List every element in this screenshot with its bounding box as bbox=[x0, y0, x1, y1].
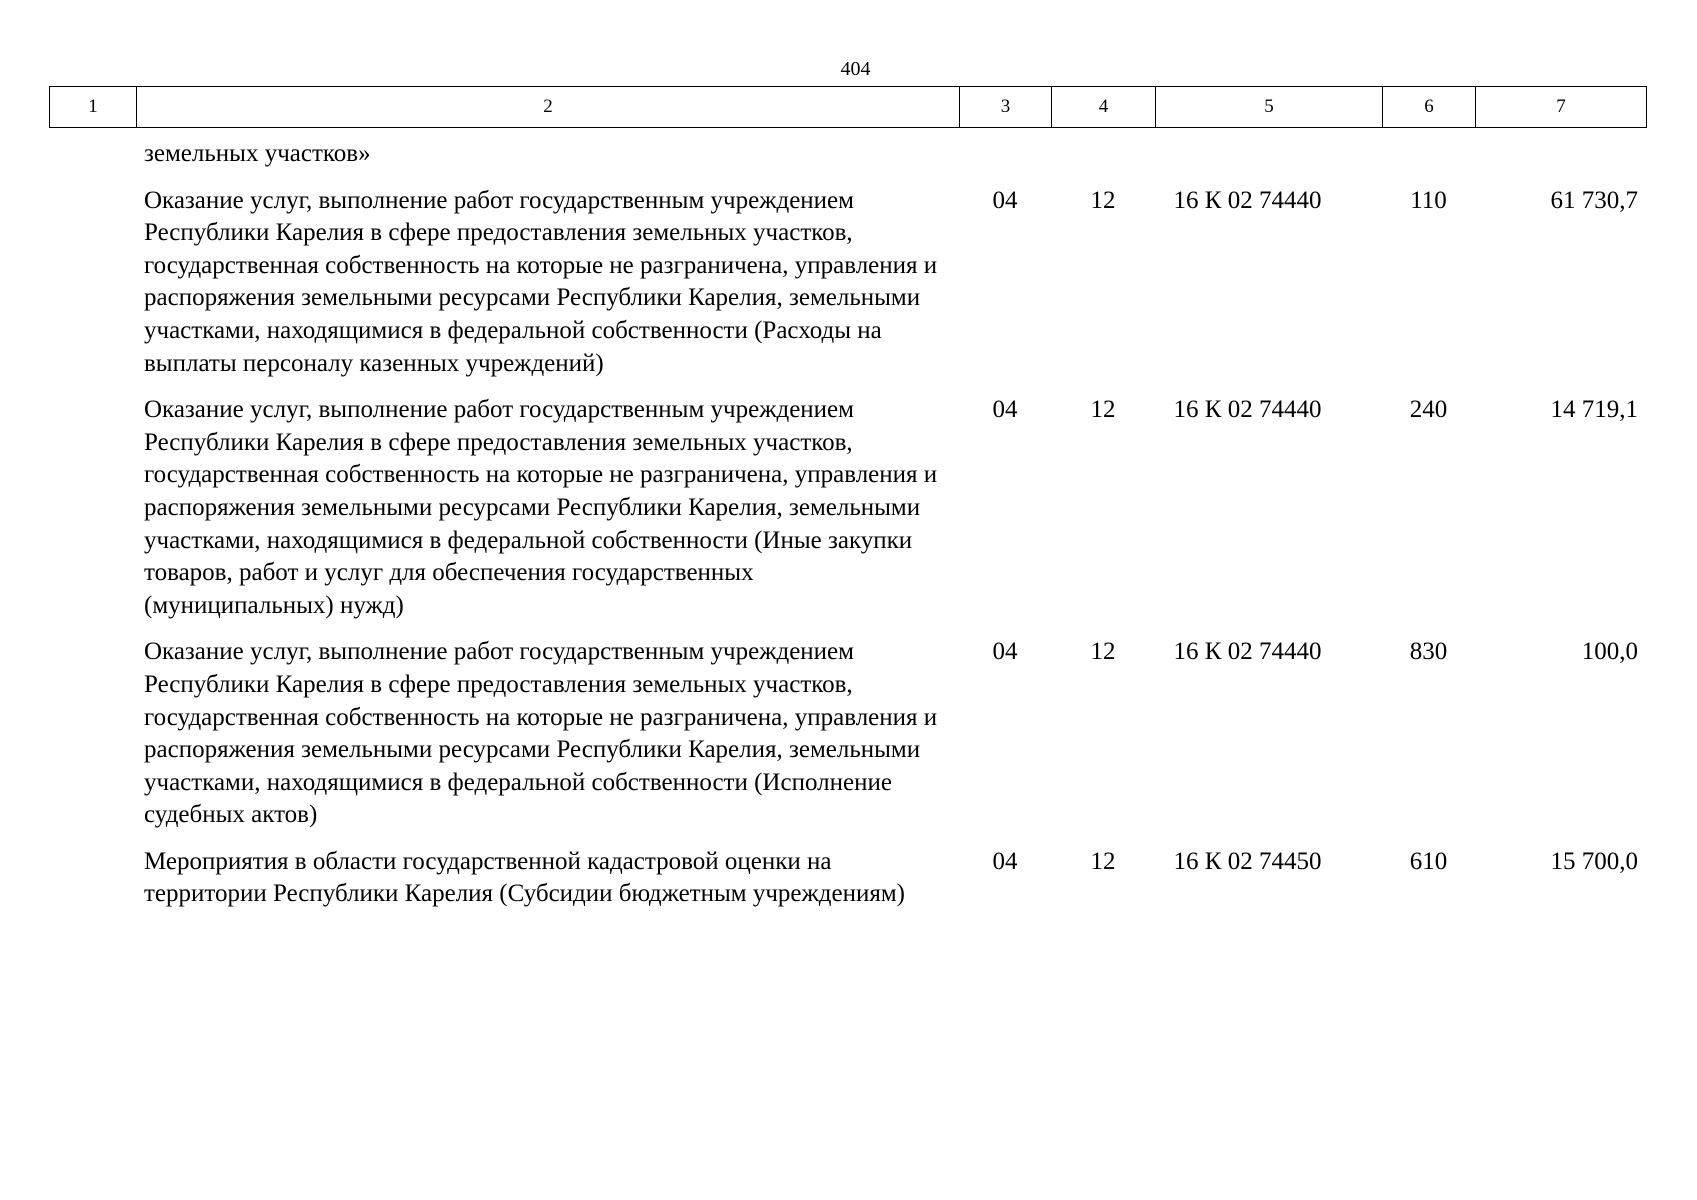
row-subsection-code: 12 bbox=[1090, 638, 1116, 666]
column-header-6: 6 bbox=[1383, 87, 1476, 128]
row-target-article: 16 К 02 74440 bbox=[1173, 186, 1322, 214]
row-section-code: 04 bbox=[992, 638, 1018, 666]
row-amount: 15 700,0 bbox=[1550, 847, 1638, 875]
table-row bbox=[49, 636, 1646, 846]
column-header-2: 2 bbox=[137, 87, 960, 128]
column-header-4: 4 bbox=[1052, 87, 1156, 128]
row-description: Оказание услуг, выполнение работ государственным учреждением Республики Карелия в сфере предоставления земельных участков, государственная собственность на которые не разграничена, управления и распоряжения земельными ресурсами Республики Карелия, земельными участками, находящимися в федеральной собственности (Иные закупки товаров, работ и услуг для обеспечения государственных (муниципальных) нужд) bbox=[144, 396, 938, 619]
row-expense-type: 830 bbox=[1409, 638, 1448, 666]
row-amount: 61 730,7 bbox=[1550, 186, 1638, 214]
column-header-3: 3 bbox=[960, 87, 1052, 128]
row-description: Оказание услуг, выполнение работ государственным учреждением Республики Карелия в сфере предоставления земельных участков, государственная собственность на которые не разграничена, управления и распоряжения земельными ресурсами Республики Карелия, земельными участками, находящимися в федеральной собственности (Исполнение судебных актов) bbox=[144, 638, 938, 829]
page-number bbox=[0, 58, 1697, 81]
row-target-article: 16 К 02 74450 bbox=[1173, 847, 1322, 875]
row-subsection-code: 12 bbox=[1090, 396, 1116, 424]
table-row bbox=[49, 394, 1646, 636]
row-section-code: 04 bbox=[992, 396, 1018, 424]
row-description: Оказание услуг, выполнение работ государственным учреждением Республики Карелия в сфере предоставления земельных участков, государственная собственность на которые не разграничена, управления и распоряжения земельными ресурсами Республики Карелия, земельными участками, находящимися в федеральной собственности (Расходы на выплаты персоналу казенных учреждений) bbox=[144, 186, 938, 377]
table-row bbox=[49, 846, 1646, 925]
row-description: Мероприятия в области государственной кадастровой оценки на территории Республики Карелия (Субсидии бюджетным учреждениям) bbox=[144, 847, 905, 908]
row-section-code: 04 bbox=[992, 186, 1018, 214]
column-header-table bbox=[49, 86, 1647, 128]
row-subsection-code: 12 bbox=[1090, 847, 1116, 875]
row-section-code: 04 bbox=[992, 847, 1018, 875]
continuation-row bbox=[49, 138, 1646, 185]
table-row bbox=[49, 185, 1646, 395]
row-target-article: 16 К 02 74440 bbox=[1173, 638, 1322, 666]
row-subsection-code: 12 bbox=[1090, 186, 1116, 214]
row-expense-type: 110 bbox=[1410, 186, 1447, 214]
row-amount: 100,0 bbox=[1581, 638, 1638, 666]
page-number-text: 404 bbox=[840, 58, 871, 80]
column-header-5: 5 bbox=[1156, 87, 1383, 128]
continuation-text: земельных участков» bbox=[144, 140, 371, 167]
row-expense-type: 610 bbox=[1409, 847, 1448, 875]
row-expense-type: 240 bbox=[1409, 396, 1448, 424]
row-target-article: 16 К 02 74440 bbox=[1173, 396, 1322, 424]
row-amount: 14 719,1 bbox=[1550, 396, 1638, 424]
column-header-7: 7 bbox=[1476, 87, 1647, 128]
budget-table-body bbox=[49, 138, 1646, 925]
column-header-1: 1 bbox=[50, 87, 137, 128]
column-header-row bbox=[50, 87, 1647, 128]
